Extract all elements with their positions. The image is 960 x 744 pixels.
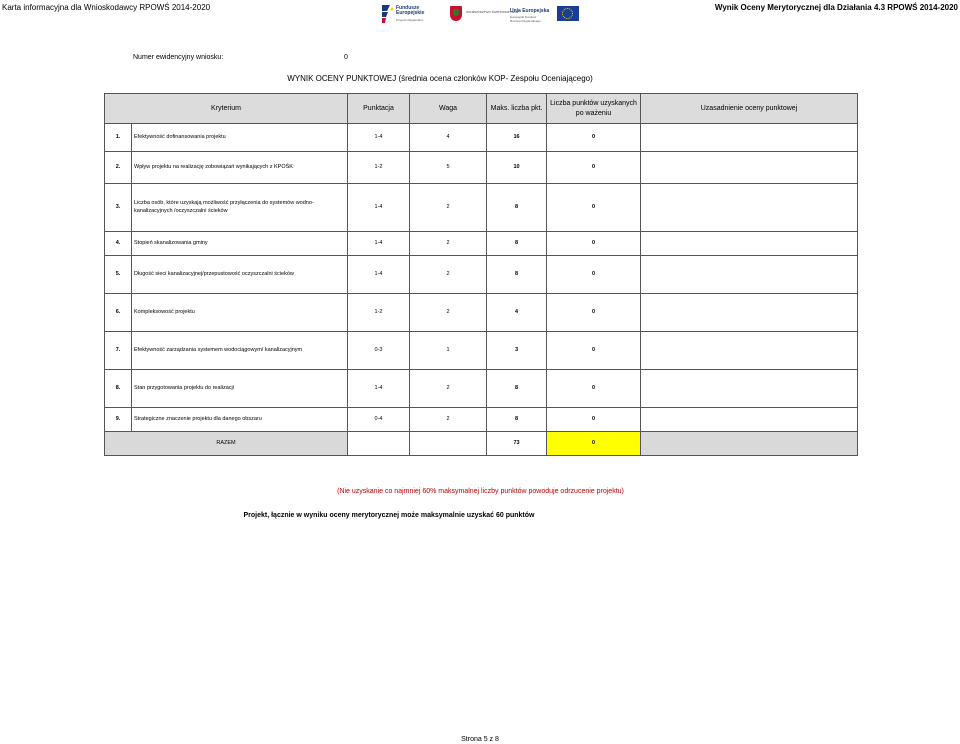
row-waga: 2 <box>410 294 487 332</box>
total-row <box>105 432 858 456</box>
total-label: RAZEM <box>105 432 348 456</box>
header-punktacja: Punktacja <box>348 94 410 124</box>
page-number: Strona 5 z 8 <box>461 736 499 743</box>
table-row <box>105 124 858 152</box>
table-row <box>105 256 858 294</box>
header-uzasadnienie: Uzasadnienie oceny punktowej <box>641 94 858 124</box>
row-punktacja: 1-4 <box>348 256 410 294</box>
row-punktacja: 0-4 <box>348 408 410 432</box>
row-waga: 2 <box>410 256 487 294</box>
row-punktacja: 0-3 <box>348 332 410 370</box>
total-waga-empty <box>410 432 487 456</box>
row-waga: 2 <box>410 370 487 408</box>
table-row <box>105 294 858 332</box>
row-maks: 8 <box>487 256 547 294</box>
fe-star-icon <box>382 5 394 23</box>
row-number: 5. <box>105 256 132 294</box>
application-number-value: 0 <box>344 54 348 61</box>
pk-text: WOJEWÓDZTWO ŚWIĘTOKRZYSKIE <box>466 10 519 14</box>
row-kryterium: Stopień skanalizowania gminy <box>132 232 348 256</box>
row-kryterium: Efektywność dofinansowania projektu <box>132 124 348 152</box>
row-punktacja: 1-2 <box>348 294 410 332</box>
row-maks: 8 <box>487 184 547 232</box>
row-liczba: 0 <box>547 124 641 152</box>
table-row <box>105 232 858 256</box>
total-maks: 73 <box>487 432 547 456</box>
row-punktacja: 1-4 <box>348 370 410 408</box>
header-right-title: Wynik Oceny Merytorycznej dla Działania 4.3 RPOWŚ 2014-2020 <box>714 3 958 12</box>
fe-line1: Fundusze <box>396 5 420 11</box>
row-kryterium: Długość sieci kanalizacyjnej/przepustowość oczyszczalni ścieków <box>132 256 348 294</box>
row-number: 6. <box>105 294 132 332</box>
row-waga: 2 <box>410 184 487 232</box>
row-number: 3. <box>105 184 132 232</box>
row-kryterium: Liczba osób, które uzyskają możliwość przyłączenia do systemów wodno-kanalizacyjnych /oczyszczalni ścieków <box>132 184 348 232</box>
unia-europejska-logo <box>510 5 580 25</box>
row-kryterium: Strategiczne znaczenie projektu dla danego obszaru <box>132 408 348 432</box>
row-liczba: 0 <box>547 408 641 432</box>
row-maks: 16 <box>487 124 547 152</box>
row-waga: 2 <box>410 232 487 256</box>
fe-line3: Program Regionalny <box>396 18 424 22</box>
header-kryterium: Kryterium <box>105 94 348 124</box>
row-maks: 8 <box>487 408 547 432</box>
total-uzasadnienie-empty <box>641 432 858 456</box>
row-kryterium: Kompleksowość projektu <box>132 294 348 332</box>
row-uzasadnienie <box>641 124 858 152</box>
row-uzasadnienie <box>641 256 858 294</box>
row-waga: 1 <box>410 332 487 370</box>
row-uzasadnienie <box>641 152 858 184</box>
fundusze-europejskie-logo <box>382 5 432 25</box>
ue-line2: Europejski Fundusz <box>510 15 537 19</box>
page-title: WYNIK OCENY PUNKTOWEJ (średnia ocena członków KOP- Zespołu Oceniającego) <box>287 74 593 83</box>
row-waga: 5 <box>410 152 487 184</box>
header-liczba: Liczba punktów uzyskanych po ważeniu <box>547 94 641 124</box>
table-row <box>105 332 858 370</box>
row-waga: 2 <box>410 408 487 432</box>
total-liczba: 0 <box>547 432 641 456</box>
eu-flag-icon <box>557 6 579 21</box>
row-kryterium: Efektywność zarządzania systemem wodociągowym/ kanalizacyjnym <box>132 332 348 370</box>
row-number: 2. <box>105 152 132 184</box>
row-punktacja: 1-4 <box>348 124 410 152</box>
row-liczba: 0 <box>547 152 641 184</box>
header-maks: Maks. liczba pkt. <box>487 94 547 124</box>
table-row <box>105 370 858 408</box>
row-liczba: 0 <box>547 332 641 370</box>
row-number: 9. <box>105 408 132 432</box>
row-uzasadnienie <box>641 332 858 370</box>
row-liczba: 0 <box>547 256 641 294</box>
table-row <box>105 184 858 232</box>
row-uzasadnienie <box>641 184 858 232</box>
crest-icon <box>450 6 462 21</box>
row-kryterium: Stan przygotowania projektu do realizacji <box>132 370 348 408</box>
row-uzasadnienie <box>641 370 858 408</box>
rejection-warning: (Nie uzyskanie co najmniej 60% maksymalnej liczby punktów powoduje odrzucenie projektu) <box>337 488 624 495</box>
fe-line2: Europejskie <box>396 10 425 16</box>
row-liczba: 0 <box>547 294 641 332</box>
row-waga: 4 <box>410 124 487 152</box>
row-liczba: 0 <box>547 232 641 256</box>
scores-table <box>104 93 858 456</box>
row-number: 1. <box>105 124 132 152</box>
ue-line3: Rozwoju Regionalnego <box>510 19 541 23</box>
row-maks: 8 <box>487 370 547 408</box>
table-header-row <box>105 94 858 124</box>
row-maks: 4 <box>487 294 547 332</box>
table-row <box>105 152 858 184</box>
row-punktacja: 1-4 <box>348 232 410 256</box>
row-liczba: 0 <box>547 370 641 408</box>
application-number <box>133 54 348 61</box>
row-number: 4. <box>105 232 132 256</box>
row-maks: 3 <box>487 332 547 370</box>
row-uzasadnienie <box>641 408 858 432</box>
swietokrzyskie-logo <box>450 5 519 25</box>
row-maks: 10 <box>487 152 547 184</box>
row-kryterium: Wpływ projektu na realizację zobowiązań wynikających z KPOŚK <box>132 152 348 184</box>
total-punktacja-empty <box>348 432 410 456</box>
header-left-title: Karta informacyjna dla Wnioskodawcy RPOWŚ 2014-2020 <box>2 3 211 12</box>
row-uzasadnienie <box>641 232 858 256</box>
row-punktacja: 1-4 <box>348 184 410 232</box>
row-number: 8. <box>105 370 132 408</box>
table-row <box>105 408 858 432</box>
row-number: 7. <box>105 332 132 370</box>
row-uzasadnienie <box>641 294 858 332</box>
header-waga: Waga <box>410 94 487 124</box>
application-number-label: Numer ewidencyjny wniosku: <box>133 54 224 61</box>
row-liczba: 0 <box>547 184 641 232</box>
row-punktacja: 1-2 <box>348 152 410 184</box>
ue-line1: Unia Europejska <box>510 8 550 14</box>
max-points-note: Projekt, łącznie w wyniku oceny merytorycznej może maksymalnie uzyskać 60 punktów <box>243 512 535 519</box>
row-maks: 8 <box>487 232 547 256</box>
